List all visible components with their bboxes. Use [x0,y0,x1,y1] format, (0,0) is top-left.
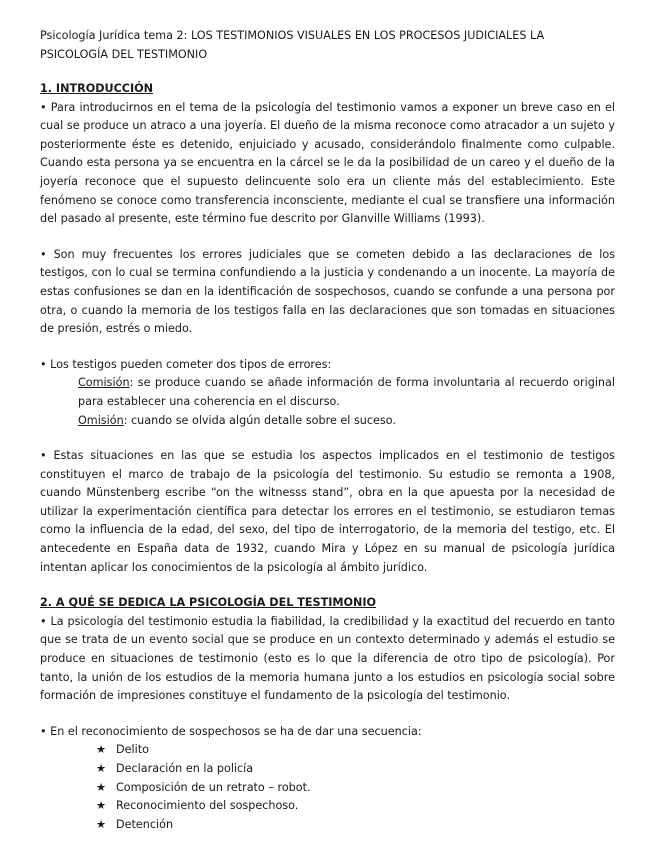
list-item: ★ Detención [96,816,615,835]
document-title: Psicología Jurídica tema 2: LOS TESTIMONIOS VISUALES EN LOS PROCESOS JUDICIALES LA PSICOLOGÍA DEL TESTIMONIO [40,29,545,61]
list-item: ★ Delito [96,741,615,760]
comision-item [40,374,615,411]
intro-paragraph-1: • Para introducirnos en el tema de la psicología del testimonio vamos a exponer un breve caso en el cual se produce un atraco a una joyería. El dueño de la misma reconoce como atracador a un sujeto y posteriormente éste es detenido, enjuiciado y acusado, considerándolo finalmente como culpable. Cuando esta persona ya se encuentra en la cárcel se le da la posibilidad de un careo y el dueño de la joyería reconoce que el supuesto delincuente solo era un cliente más del establecimiento. Este fenómeno se conoce como transferencia inconsciente, mediante el cual se transfiere una información del pasado al presente, este término fue descrito por Glanville Williams (1993). [40,100,615,226]
section-2-heading: 2. A QUÉ SE DEDICA LA PSICOLOGÍA DEL TESTIMONIO [40,596,377,610]
list-item: ★ Composición de un retrato – robot. [96,779,615,798]
omision-text: : cuando se olvida algún detalle sobre el suceso. [123,413,396,427]
section-2-paragraph-1: • La psicología del testimonio estudia la fiabilidad, la credibilidad y la exactitud del recuerdo en tanto que se trata de un evento social que se produce en un contexto determinado y además el estudio se produce en situaciones de testimonio (esto es lo que la diferencia de otro tipo de psicología). Por tanto, la unión de los estudios de la memoria humana junto a los estudios en psicología social sobre formación de impresiones constituye el fundamento de la psicología del testimonio. [40,614,615,703]
comision-label: Comisión [78,376,130,390]
section-1-heading: 1. INTRODUCCIÓN [40,82,154,95]
section-2-paragraph-2: • En el reconocimiento de sospechosos se ha de dar una secuencia: [40,724,422,738]
star-icon: ★ [96,817,107,831]
list-item: ★ Declaración en la policía [96,760,615,779]
intro-paragraph-3: • Los testigos pueden cometer dos tipos de errores: [40,357,332,371]
omision-item [40,412,615,431]
star-icon: ★ [96,743,107,757]
intro-paragraph-2: • Son muy frecuentes los errores judiciales que se cometen debido a las declaraciones de los testigos, con lo cual se termina confundiendo a la justicia y condenando a un inocente. La mayoría de estas confusiones se dan en la identificación de sospechosos, cuando se confunde a una persona por otra, o cuando la memoria de los testigos falla en las declaraciones que son tomadas en situaciones de presión, estrés o miedo. [40,247,615,336]
intro-paragraph-4: • Estas situaciones en las que se estudia los aspectos implicados en el testimonio de testigos constituyen el marco de trabajo de la psicología del testimonio. Su estudio se remonta a 1908, cuando Münstenberg escribe “on the witnesss stand”, obra en la que apuesta por la necesidad de utilizar la experimentación científica para detectar los errores en el testimonio, se estudiaron temas como la influencia de la edad, del sexo, del tipo de interrogatorio, de la memoria del testigo, etc. El antecedente en España data de 1932, cuando Mira y López en su manual de psicología jurídica intentan aplicar los conocimientos de la psicología al ámbito jurídico. [40,449,615,574]
omision-label: Omisión [78,413,124,427]
sequence-list [40,741,615,834]
list-item: ★ Reconocimiento del sospechoso. [96,797,615,816]
comision-text: : se produce cuando se añade información de forma involuntaria al recuerdo original para establecer una coherencia en el discurso. [78,376,615,408]
star-icon: ★ [96,762,107,775]
star-icon: ★ [96,799,107,813]
star-icon: ★ [96,780,107,794]
